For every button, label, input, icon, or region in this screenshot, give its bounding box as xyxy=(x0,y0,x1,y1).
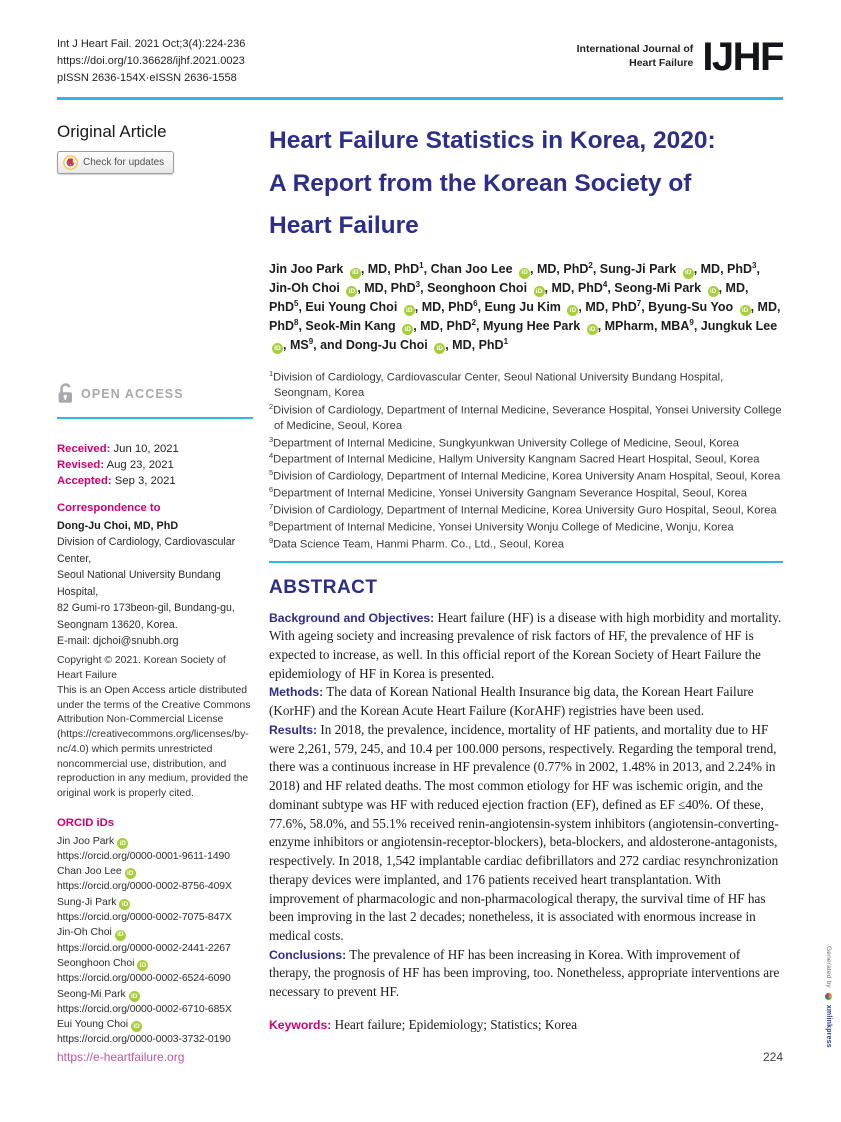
affiliation-number: 1 xyxy=(269,368,274,378)
author-affiliation-ref: 1 xyxy=(419,261,424,271)
orcid-icon: iD xyxy=(434,343,445,354)
orcid-entry-name: Eui Young Choi iD xyxy=(57,1017,253,1032)
ijhf-logo: IJHF xyxy=(702,35,783,79)
author-name: Seonghoon Choi xyxy=(427,281,528,296)
abstract-section-label: Results: xyxy=(269,722,318,737)
affiliation-number: 9 xyxy=(269,535,274,545)
abstract-section: Results: In 2018, the prevalence, incidence, mortality of HF patients, and mortality due to HF were 2,261, 579, 245, and 10.4 per 100.000 persons, respectively. Regarding the temporal trend, there was a continuous increase in HF prevalence (0.77% in 2002, 1.48% in 2013, and 2.24% in 2018) and HF related deaths. The most common etiology for HF was ischemic origin, and the dominant subtype was HF with reduced ejection fraction (EF), defined as EF ≤40%. Of these, 77.6%, 58.0%, and 55.1% received renin-angiotensin-system inhibitors (angiotensin-converting-enzyme inhibitors or angiotensin-receptor-blockers), beta-blockers, and aldosterone-antagonists, respectively. In 2018, 1,542 implantable cardiac defibrillators and 272 cardiac resynchronization therapy devices were implanted, and 176 patients received heart transplantation. With improvement of pharmacologic and non-pharmacological therapy, the survival time of HF has been improving in the last 2 decades; nonetheless, it is associated with enormous increase in medical costs. xyxy=(269,721,779,944)
orcid-icon: iD xyxy=(125,868,136,879)
author-name: Eui Young Choi xyxy=(305,299,398,314)
orcid-icon: iD xyxy=(567,305,578,316)
abstract-section-label: Conclusions: xyxy=(269,947,347,962)
author-affiliation-ref: 2 xyxy=(471,317,476,327)
abstract-section: Methods: The data of Korean National Health Insurance big data, the Korean Heart Failure (KorHF) and the Korean Acute Heart Failure (KorAHF) registries have been used. xyxy=(269,684,754,719)
author-affiliation-ref: 4 xyxy=(602,279,608,289)
orcid-icon: iD xyxy=(272,343,283,354)
author-affiliation-ref: 9 xyxy=(308,336,314,346)
affiliation-number: 3 xyxy=(269,434,274,444)
generator-brand: xmlinkpress xyxy=(825,1004,832,1048)
keywords-line xyxy=(269,1017,783,1033)
correspondence-heading: Correspondence to xyxy=(57,502,161,515)
abstract-divider xyxy=(269,561,783,563)
page-header xyxy=(57,36,783,87)
copyright-block xyxy=(57,654,253,802)
left-sidebar xyxy=(57,100,253,1048)
orcid-entry-url[interactable]: https://orcid.org/0000-0002-6524-6090 xyxy=(57,973,231,985)
correspondence-address-line: E-mail: djchoi@snubh.org xyxy=(57,634,179,647)
check-for-updates-button[interactable] xyxy=(57,151,174,174)
affiliation-line: $^5$Division of Cardiology, Department of Internal Medicine, Korea University Anam Hospital, Seoul, Korea xyxy=(269,468,781,483)
correspondence-address-line: Seoul National University Bundang Hospital, xyxy=(57,569,221,598)
crossmark-icon xyxy=(63,155,78,170)
orcid-icon: iD xyxy=(519,268,530,279)
date-label: Received: xyxy=(57,443,111,456)
journal-logo-block xyxy=(576,35,783,79)
article-type-label: Original Article xyxy=(57,122,167,142)
orcid-icon: iD xyxy=(115,930,126,941)
author-name: Jin-Oh Choi xyxy=(269,281,340,296)
orcid-entry-name: Chan Joo Lee iD xyxy=(57,864,253,879)
correspondence-block xyxy=(57,500,253,649)
correspondence-address-line: 82 Gumi-ro 173beon-gil, Bundang-gu, xyxy=(57,602,235,615)
affiliation-number: 6 xyxy=(269,485,274,495)
affiliation-number: 4 xyxy=(269,451,274,461)
sidebar-divider xyxy=(57,417,253,419)
citation-block xyxy=(57,36,245,87)
correspondence-name: Dong-Ju Choi, MD, PhD xyxy=(57,519,179,532)
generator-note xyxy=(825,946,833,1048)
orcid-list xyxy=(57,834,253,1048)
abstract-section: Conclusions: The prevalence of HF has been increasing in Korea. With improvement of therapy, the prognosis of HF has been improving, too. Nonetheless, appropriate interventions are necessary to prevent HF. xyxy=(269,946,780,1000)
open-access-badge xyxy=(57,383,253,404)
affiliation-line: $^1$Division of Cardiology, Cardiovascular Center, Seoul National University Bundang Hospital, Seongnam, Korea xyxy=(269,368,724,400)
orcid-entry-name: Jin Joo Park iD xyxy=(57,834,253,849)
orcid-entry-url[interactable]: https://orcid.org/0000-0001-9611-1490 xyxy=(57,850,230,862)
orcid-entry-url[interactable]: https://orcid.org/0000-0002-2441-2267 xyxy=(57,942,231,954)
author-affiliation-ref: 2 xyxy=(588,261,593,271)
abstract-section-label: Background and Objectives: xyxy=(269,610,435,625)
author-name: Seok-Min Kang xyxy=(305,318,396,333)
article-main xyxy=(269,100,783,1048)
author-name: Dong-Ju Choi xyxy=(345,337,428,352)
orcid-icon: iD xyxy=(131,1021,142,1032)
affiliation-line: $^6$Department of Internal Medicine, Yonsei University Gangnam Severance Hospital, Seoul, Korea xyxy=(269,485,748,500)
orcid-heading: ORCID iDs xyxy=(57,816,115,829)
abstract-section: Background and Objectives: Heart failure (HF) is a disease with high morbidity and mortality. With ageing society and increasing prevalence of risk factors of HF, the prevalence of HF is expected to increase, as well. In this official report of the Korean Society of Heart Failure the epidemiology of HF in Korea is presented. xyxy=(269,609,782,681)
orcid-entry-url[interactable]: https://orcid.org/0000-0002-7075-847X xyxy=(57,912,232,924)
author-name: Jungkuk Lee xyxy=(700,318,778,333)
author-affiliation-ref: 1 xyxy=(503,336,509,346)
orcid-entry-url[interactable]: https://orcid.org/0000-0003-3732-0190 xyxy=(57,1034,231,1046)
doi-link[interactable]: https://doi.org/10.36628/ijhf.2021.0023 xyxy=(57,55,245,68)
author-affiliation-ref: 7 xyxy=(636,298,642,308)
orcid-icon: iD xyxy=(117,838,128,849)
abstract-body xyxy=(269,609,783,1002)
author-name: Sung-Ji Park xyxy=(599,262,677,277)
orcid-icon: iD xyxy=(350,268,361,279)
article-title: Heart Failure Statistics in Korea, 2020: A Report from the Korean Society of Heart Failure xyxy=(269,127,716,240)
issn-line: pISSN 2636-154X·eISSN 2636-1558 xyxy=(57,72,237,85)
date-line: Revised: Aug 23, 2021 xyxy=(57,459,174,472)
affiliation-line: $^3$Department of Internal Medicine, Sungkyunkwan University College of Medicine, Seoul, Korea xyxy=(269,434,739,450)
orcid-entry-name: Sung-Ji Park iD xyxy=(57,895,253,910)
orcid-icon: iD xyxy=(119,899,130,910)
author-name: Byung-Su Yoo xyxy=(648,299,734,314)
author-name: Chan Joo Lee xyxy=(430,262,513,277)
article-dates xyxy=(57,441,253,489)
keywords-text: Heart failure; Epidemiology; Statistics; Korea xyxy=(334,1016,578,1032)
correspondence-address-line: Division of Cardiology, Cardiovascular Center, xyxy=(57,536,236,565)
orcid-entry-name: Jin-Oh Choi iD xyxy=(57,925,253,940)
orcid-entry-url[interactable]: https://orcid.org/0000-0002-8756-409X xyxy=(57,881,232,893)
abstract-heading: ABSTRACT xyxy=(269,576,378,598)
license-text: This is an Open Access article distributed under the terms of the Creative Commons Attribution Non-Commercial License (https://creativecommons.org/licenses/by-nc/4.0) which permits unrestricted noncommercial use, distribution, and reproduction in any medium, provided the original work is properly cited. xyxy=(57,684,251,800)
orcid-icon: iD xyxy=(683,268,694,279)
citation-line: Int J Heart Fail. 2021 Oct;3(4):224-236 xyxy=(57,38,246,50)
author-affiliation-ref: 8 xyxy=(294,317,299,327)
generated-by-text: Generated by xyxy=(825,946,832,988)
xmlinkpress-icon xyxy=(825,993,832,1000)
correspondence-address xyxy=(57,534,253,649)
affiliation-number: 5 xyxy=(269,468,274,478)
orcid-entry-url[interactable]: https://orcid.org/0000-0002-6710-685X xyxy=(57,1003,232,1015)
date-label: Accepted: xyxy=(57,475,112,488)
author-affiliation-ref: 9 xyxy=(689,317,694,327)
affiliation-list xyxy=(269,369,783,553)
abstract-section-label: Methods: xyxy=(269,685,324,700)
open-access-label: OPEN ACCESS xyxy=(81,386,184,401)
affiliation-number: 8 xyxy=(269,518,274,528)
orcid-section xyxy=(57,815,253,1048)
author-affiliation-ref: 5 xyxy=(294,298,299,308)
orcid-entry-name: Seong-Mi Park iD xyxy=(57,987,253,1002)
affiliation-number: 7 xyxy=(269,501,274,511)
orcid-icon: iD xyxy=(137,960,148,971)
orcid-icon: iD xyxy=(404,305,415,316)
check-for-updates-label: Check for updates xyxy=(83,157,165,169)
author-name: Myung Hee Park xyxy=(482,318,581,333)
author-affiliation-ref: 3 xyxy=(415,279,421,289)
orcid-icon: iD xyxy=(129,991,140,1002)
keywords-label: Keywords: xyxy=(269,1017,332,1032)
author-name: Seong-Mi Park xyxy=(614,281,702,296)
author-affiliation-ref: 3 xyxy=(752,261,757,271)
date-line: Accepted: Sep 3, 2021 xyxy=(57,475,176,488)
orcid-icon: iD xyxy=(346,286,357,297)
journal-name: International Journal of Heart Failure xyxy=(576,43,694,69)
author-list: Jin Joo Park iD , MD, PhD$^1$, Chan Joo Lee iD , MD, PhD$^2$, Sung-Ji Park iD , MD, PhD$^3$, Jin-Oh Choi iD , MD, PhD$^3$, Seonghoon Choi iD , MD, PhD$^4$, Seong-Mi Park iD , MD, PhD$^5$, Eui Young Choi iD , MD, PhD$^6$, Eung Ju Kim iD , MD, PhD$^7$, Byung-Su Yoo iD , MD, PhD$^8$, Seok-Min Kang iD , MD, PhD$^2$, Myung Hee Park iD , MPharm, MBA$^9$, Jungkuk Lee iD , $MS^9$, and Dong-Ju Choi iD , MD, PhD$^1$ xyxy=(269,260,783,355)
correspondence-address-line: Seongnam 13620, Korea. xyxy=(57,618,178,631)
orcid-icon: iD xyxy=(740,305,751,316)
affiliation-line: $^7$Division of Cardiology, Department of Internal Medicine, Korea University Guro Hospital, Seoul, Korea xyxy=(269,501,777,517)
orcid-icon: iD xyxy=(708,286,719,297)
orcid-icon: iD xyxy=(402,324,413,335)
affiliation-line: $^4$Department of Internal Medicine, Hallym University Kangnam Sacred Heart Hospital, Seoul, Korea xyxy=(269,451,760,467)
affiliation-line: $^8$Department of Internal Medicine, Yonsei University Wonju College of Medicine, Wonju, Korea xyxy=(269,518,734,534)
date-label: Revised: xyxy=(57,459,105,472)
journal-url-link[interactable]: https://e-heartfailure.org xyxy=(57,1050,185,1064)
copyright-line: Copyright © 2021. Korean Society of Heart Failure xyxy=(57,655,226,682)
orcid-icon: iD xyxy=(587,324,598,335)
orcid-icon: iD xyxy=(534,286,545,297)
orcid-entry-name: Seonghoon Choi iD xyxy=(57,956,253,971)
page-number: 224 xyxy=(762,1050,783,1064)
author-name: Jin Joo Park xyxy=(269,262,344,277)
author-affiliation-ref: 6 xyxy=(473,298,478,308)
affiliation-line: $^2$Division of Cardiology, Department of Internal Medicine, Severance Hospital, Yonsei University College of Medicine, Seoul, Korea xyxy=(269,401,782,433)
date-line: Received: Jun 10, 2021 xyxy=(57,443,179,456)
affiliation-number: 2 xyxy=(269,401,274,411)
page-footer xyxy=(57,1050,783,1064)
open-lock-icon xyxy=(57,383,74,404)
affiliation-line: $^9$Data Science Team, Hanmi Pharm. Co., Ltd., Seoul, Korea xyxy=(269,535,564,551)
author-name: Eung Ju Kim xyxy=(484,299,561,314)
